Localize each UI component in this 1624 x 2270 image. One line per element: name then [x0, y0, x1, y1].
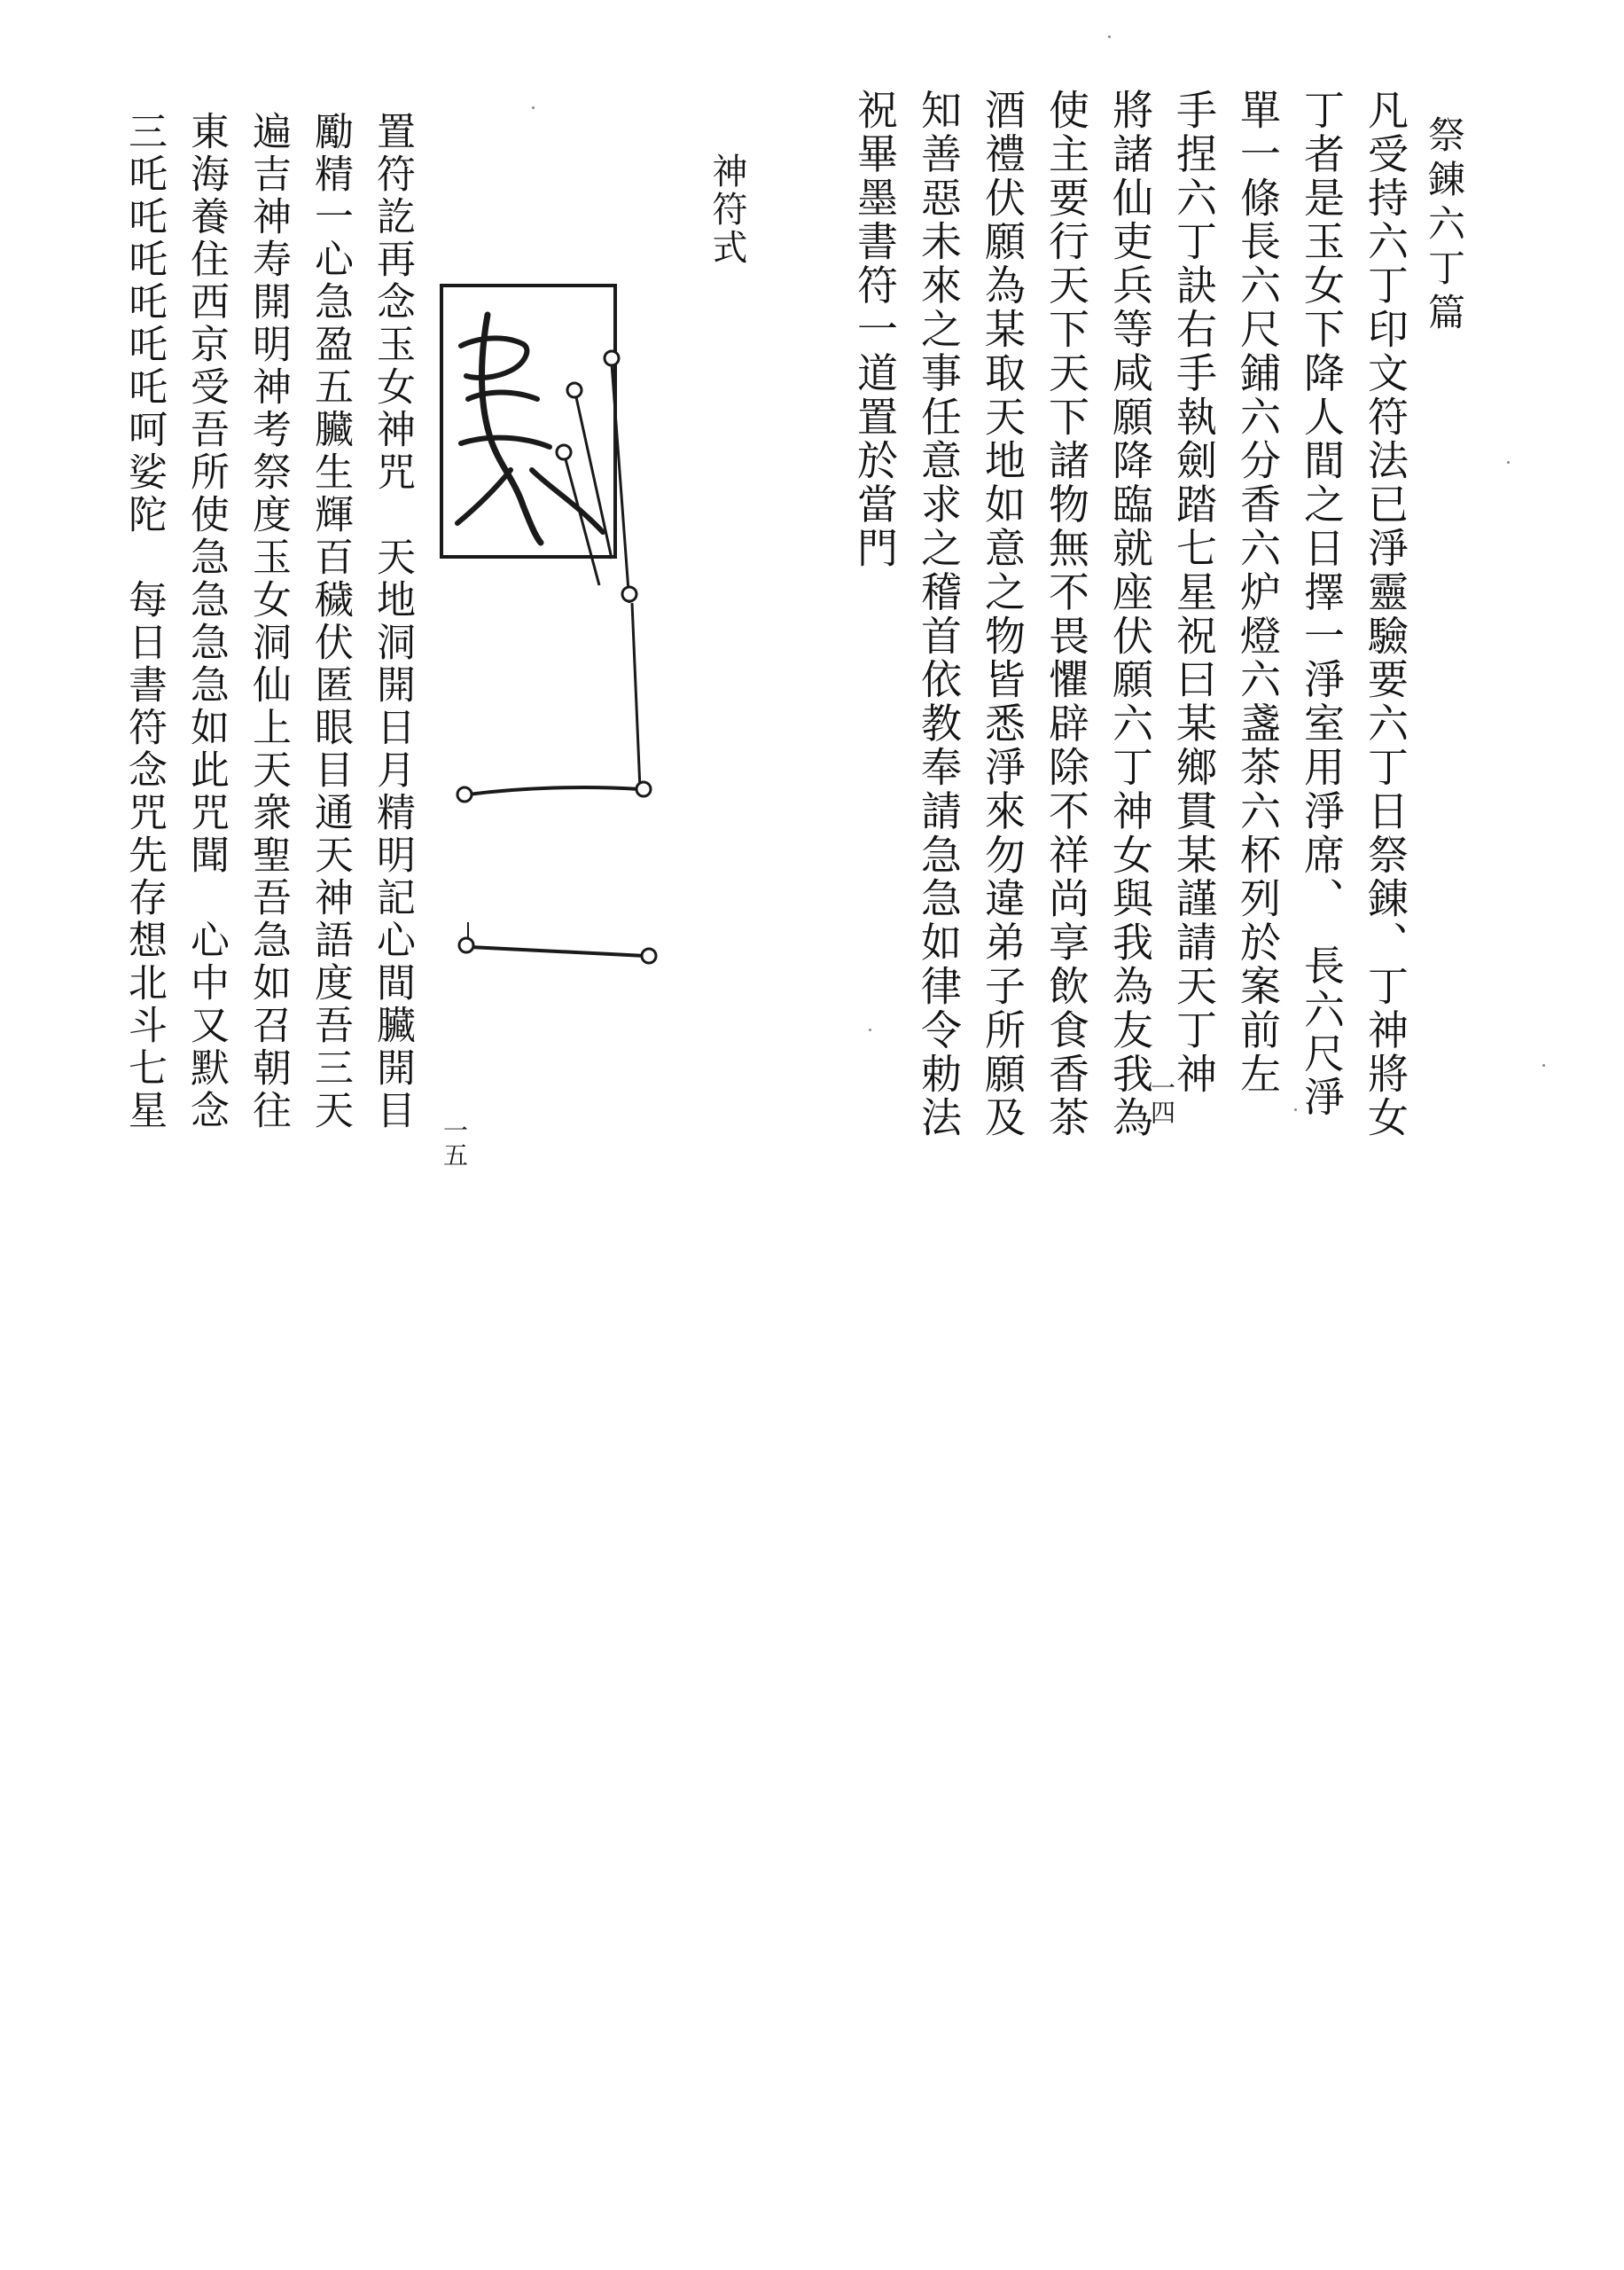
text-column: 置符訖再念玉女神咒 天地洞開日月精明記心間臟開目: [370, 111, 415, 1132]
text-column: 酒禮伏願為某取天地如意之物皆悉淨來勿違弟子所願及: [979, 89, 1027, 1140]
text-column: 遍吉神寿開明神考祭度玉女洞仙上天衆聖吾急如召朝往: [246, 111, 291, 1132]
text-column: 將諸仙吏兵等咸願降臨就座伏願六丁神女與我為友我為: [1106, 89, 1154, 1140]
page-number: 一四: [1147, 1075, 1176, 1124]
text-column: 祝畢墨書符一道置於當門: [851, 89, 899, 571]
text-column: 勵精一心急盈五臟生輝百穢伏匿眼目通天神語度吾三天: [308, 111, 353, 1132]
text-column: 知善惡未來之事任意求之稽首依教奉請急急如律令勅法: [915, 89, 963, 1140]
right-page-title: 祭錬六丁篇: [1423, 115, 1466, 337]
page-number: 一五: [440, 1117, 469, 1167]
text-column: 凡受持六丁印文符法已淨靈驗要六丁日祭錬、丁神將女: [1362, 89, 1409, 1140]
talisman-seal-icon: [426, 266, 674, 993]
text-column: 使主要行天下天下諸物無不畏懼辟除不祥尚享飲食香茶: [1042, 89, 1090, 1140]
section-heading: 神符式: [707, 153, 747, 267]
text-column: 丁者是玉女下降人間之日擇一淨室用淨席、 長六尺淨: [1298, 89, 1346, 1120]
text-column: 東海養住西京受吾所使急急急急如此咒聞 心中又默念: [183, 111, 229, 1132]
text-column: 三吒吒吒吒吒吒呵娑陀 每日書符念咒先存想北斗七星: [121, 111, 167, 1132]
text-column: 手捏六丁訣右手執劍踏七星祝曰某鄉貫某謹請天丁神: [1170, 89, 1218, 1097]
text-column: 單一條長六尺鋪六分香六炉燈六盞茶六杯列於案前左: [1234, 89, 1282, 1097]
